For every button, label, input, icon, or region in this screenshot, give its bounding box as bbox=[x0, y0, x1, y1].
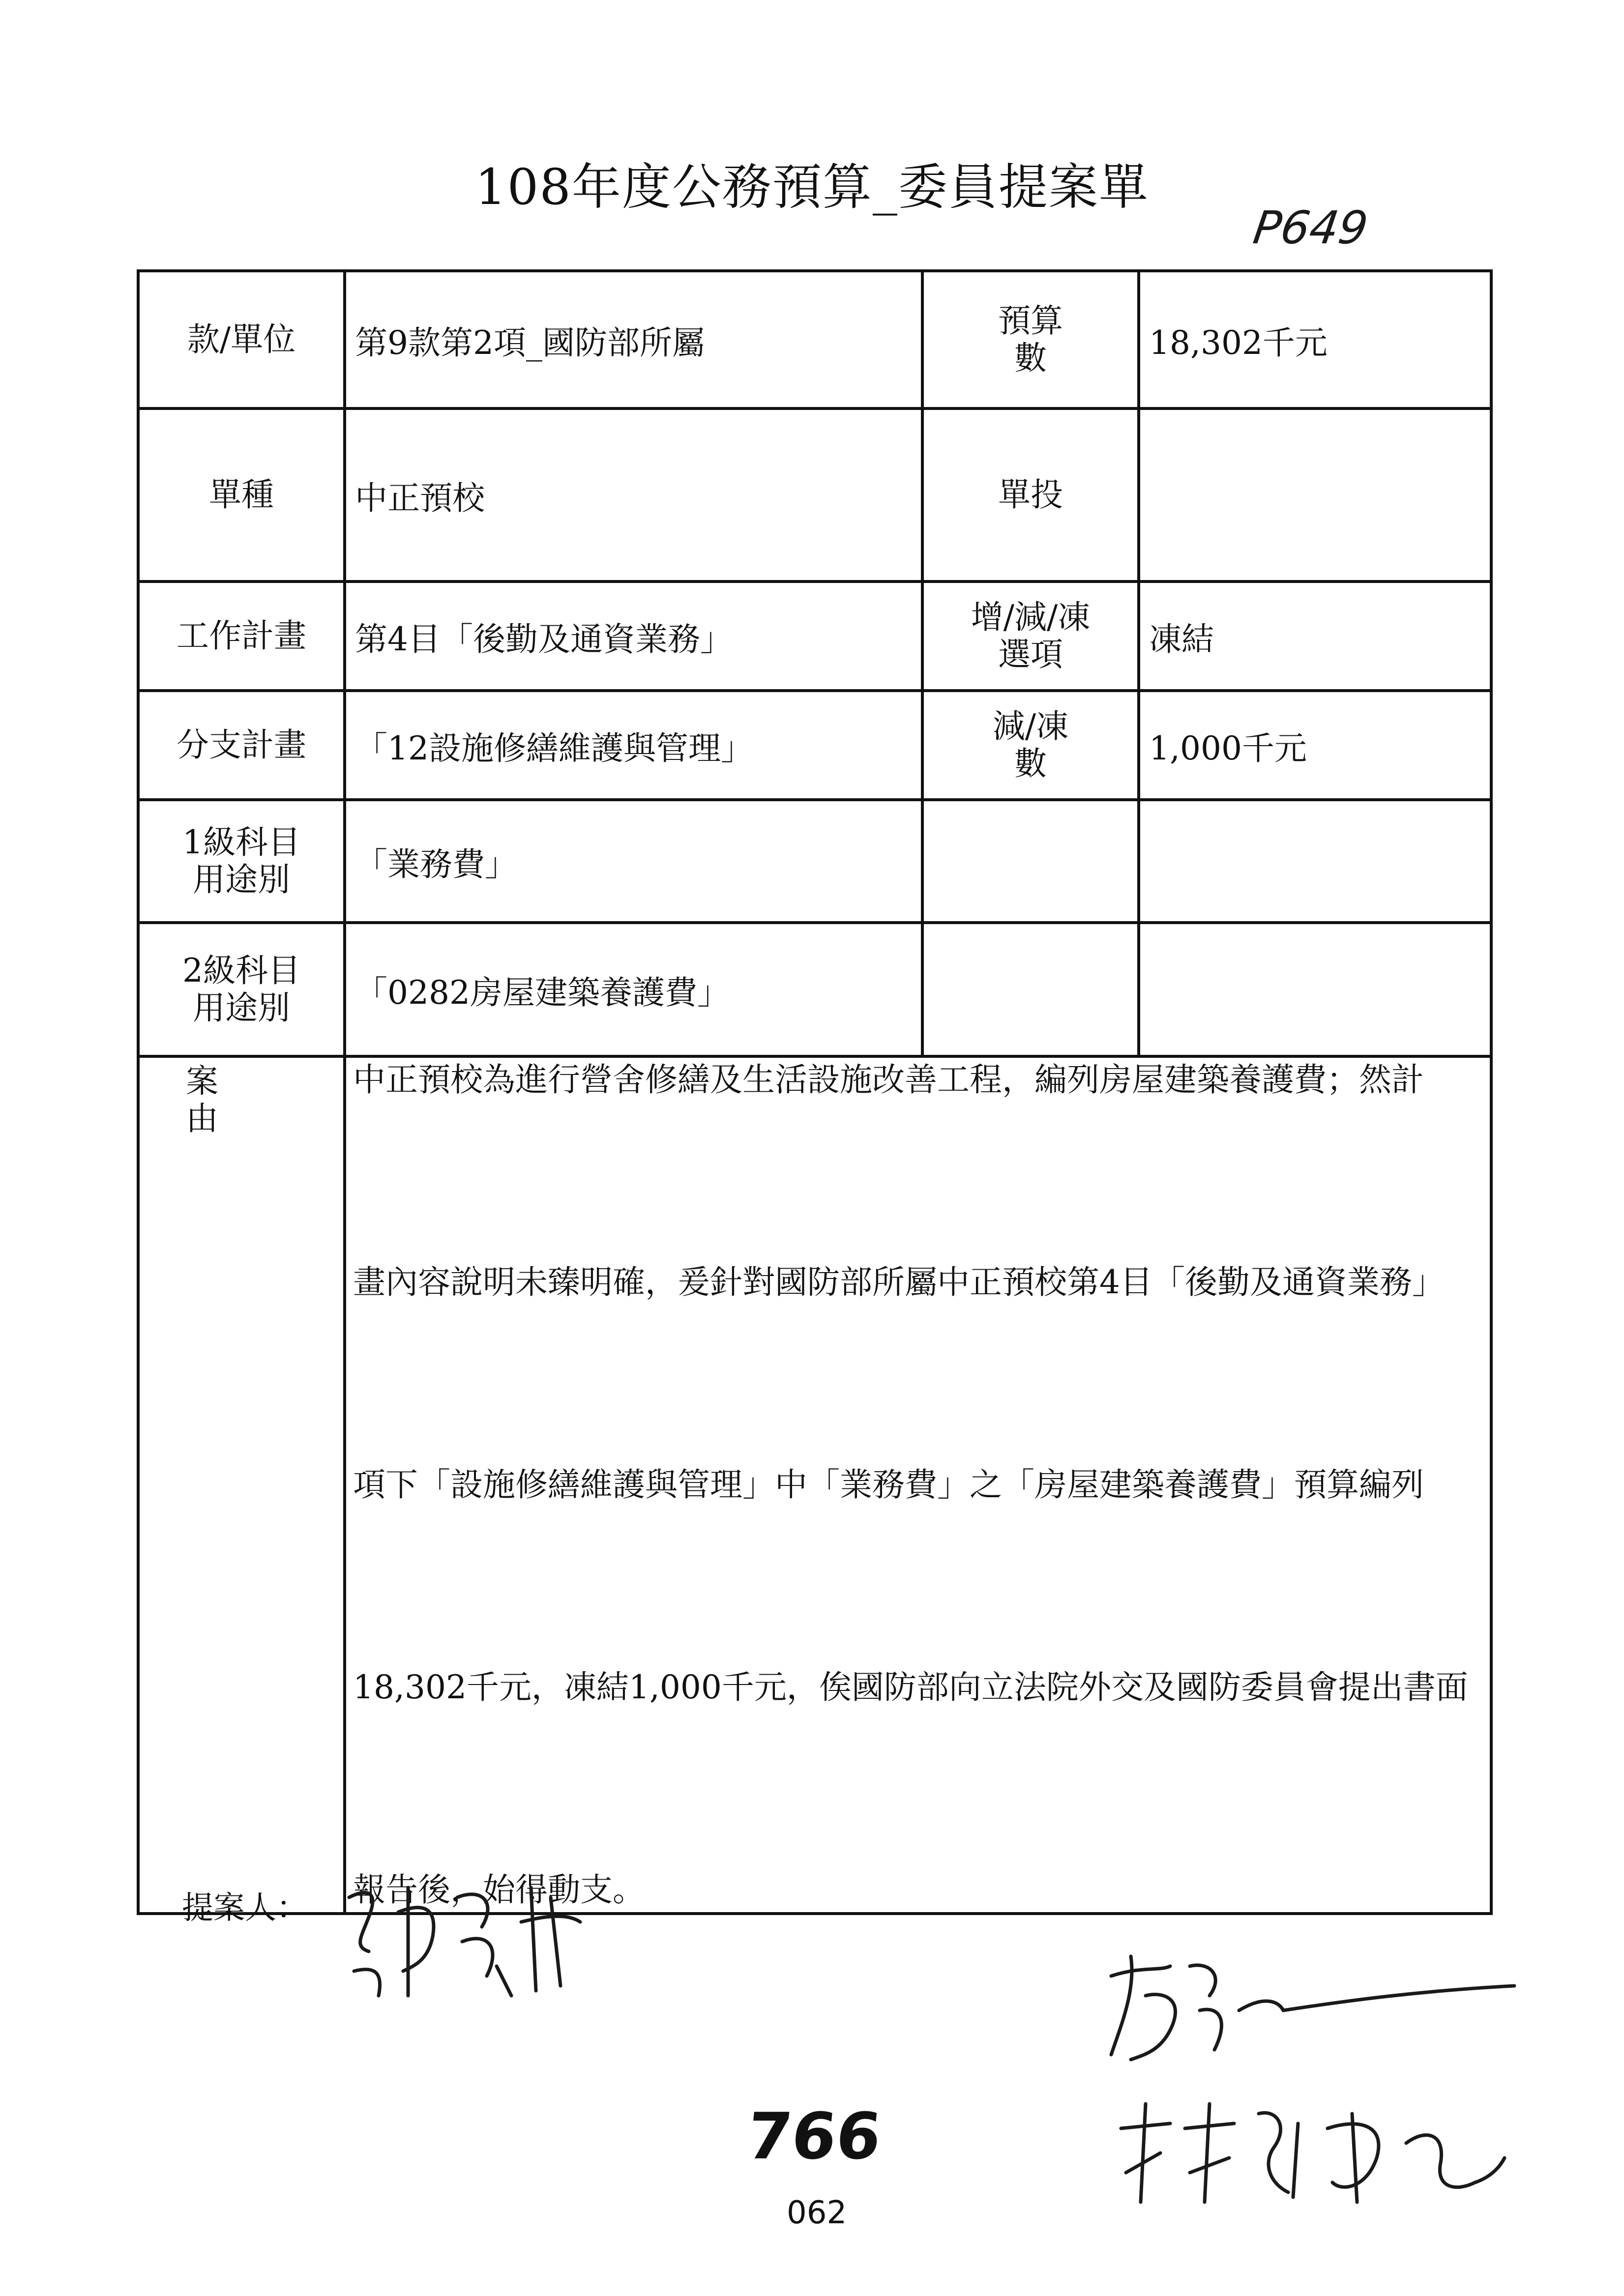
empty-cell-level1-value bbox=[1139, 800, 1491, 923]
investment-value bbox=[1139, 408, 1491, 581]
form-row-reason bbox=[138, 1056, 1491, 1914]
budget-amount-label-text: 預算 數 bbox=[998, 302, 1063, 377]
row-value-level2-subject: 「0282房屋建築養護費」 bbox=[345, 923, 922, 1056]
reason-line: 畫內容說明未臻明確，爰針對國防部所屬中正預校第4目「後勤及通資業務」 bbox=[353, 1263, 1445, 1301]
empty-cell-level2-value bbox=[1139, 923, 1491, 1056]
proposer-label: 提案人： bbox=[182, 1890, 308, 1926]
reason-text bbox=[345, 1056, 1491, 1914]
stamp-number: 766 bbox=[743, 2099, 885, 2174]
document-title: 108年度公務預算_委員提案單 bbox=[475, 158, 1149, 216]
row-label-work-plan: 工作計畫 bbox=[138, 581, 345, 691]
option-label bbox=[922, 581, 1139, 691]
empty-cell-level1-label bbox=[922, 800, 1139, 923]
row-value-sub-plan: 「12設施修繕維護與管理」 bbox=[345, 691, 922, 800]
reason-label: 案由 bbox=[138, 1056, 345, 1914]
proposer-signature bbox=[334, 1868, 590, 2015]
page-number: 062 bbox=[787, 2195, 847, 2231]
reason-line: 18,302千元，凍結1,000千元，俟國防部向立法院外交及國防委員會提出書面 bbox=[353, 1668, 1468, 1706]
form-row-work-plan bbox=[138, 581, 1491, 691]
row-label-service: 單種 bbox=[138, 408, 345, 581]
cosigner-signature-2 bbox=[1111, 2084, 1514, 2222]
row-label-unit: 款/單位 bbox=[138, 271, 345, 408]
form-row-service bbox=[138, 408, 1491, 581]
reason-line: 中正預校為進行營舍修繕及生活設施改善工程，編列房屋建築養護費；然計 bbox=[353, 1061, 1424, 1099]
row-label-sub-plan: 分支計畫 bbox=[138, 691, 345, 800]
budget-amount-value: 18,302千元 bbox=[1139, 271, 1491, 408]
row-label-level1-subject-text: 1級科目 用途別 bbox=[182, 823, 300, 899]
row-label-level2-subject-text: 2級科目 用途別 bbox=[182, 952, 300, 1027]
reduction-amount-value: 1,000千元 bbox=[1139, 691, 1491, 800]
empty-cell-level2-label bbox=[922, 923, 1139, 1056]
form-row-level2-subject bbox=[138, 923, 1491, 1056]
reason-line: 項下「設施修繕維護與管理」中「業務費」之「房屋建築養護費」預算編列 bbox=[353, 1466, 1424, 1504]
option-value: 凍結 bbox=[1139, 581, 1491, 691]
investment-label: 單投 bbox=[922, 408, 1139, 581]
reduction-amount-label bbox=[922, 691, 1139, 800]
option-label-text: 增/減/凍 選項 bbox=[971, 598, 1091, 673]
row-value-unit: 第9款第2項_國防部所屬 bbox=[345, 271, 922, 408]
row-label-level2-subject bbox=[138, 923, 345, 1056]
budget-amount-label bbox=[922, 271, 1139, 408]
reduction-amount-label-text: 減/凍 數 bbox=[992, 707, 1069, 783]
row-value-work-plan: 第4目「後勤及通資業務」 bbox=[345, 581, 922, 691]
row-value-level1-subject: 「業務費」 bbox=[345, 800, 922, 923]
reason-line: 報告後，始得動支。 bbox=[353, 1871, 645, 1909]
row-label-level1-subject bbox=[138, 800, 345, 923]
row-value-service: 中正預校 bbox=[345, 408, 922, 581]
cosigner-signature-1 bbox=[1101, 1937, 1524, 2084]
proposal-form-table bbox=[137, 269, 1493, 1915]
form-row-unit bbox=[138, 271, 1491, 408]
form-row-sub-plan bbox=[138, 691, 1491, 800]
form-row-level1-subject bbox=[138, 800, 1491, 923]
page-reference: P649 bbox=[1250, 202, 1371, 254]
